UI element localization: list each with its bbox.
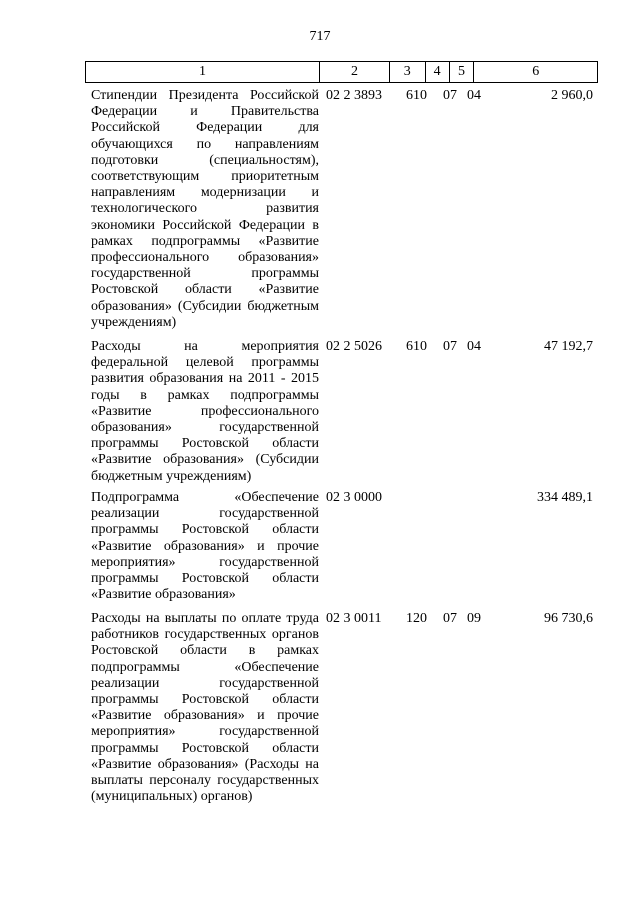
row-target-code: 02 2 5026 <box>326 339 382 354</box>
header-col-1: 1 <box>86 62 320 82</box>
row-description: Расходы на выплаты по оплате труда работников государственных органов Ростовской области в рамках подпрограммы «Обеспечение реализации государственной программы Ростовской области «Развитие образования» и прочие мероприятия» государственной программы Ростовской области «Развитие образования» (Расходы на выплаты персоналу государственных (муниципальных) органов) <box>91 611 319 805</box>
row-subsection: 09 <box>467 611 481 626</box>
row-expense-type: 610 <box>406 88 427 103</box>
row-section: 07 <box>443 88 457 103</box>
row-target-code: 02 3 0011 <box>326 611 382 626</box>
header-col-5: 5 <box>450 62 475 82</box>
row-description: Подпрограмма «Обеспечение реализации государственной программы Ростовской области «Развитие образования» и прочие мероприятия» государственной программы Ростовской области «Развитие образования» <box>91 490 319 603</box>
row-description: Расходы на мероприятия федеральной целевой программы развития образования на 2011 - 2015 годы в рамках подпрограммы «Развитие профессионального образования» государственной программы Ростовской области «Развитие образования» (Субсидии бюджетным учреждениям) <box>91 339 319 484</box>
row-amount: 2 960,0 <box>551 88 593 103</box>
row-section: 07 <box>443 611 457 626</box>
row-section: 07 <box>443 339 457 354</box>
row-subsection: 04 <box>467 88 481 103</box>
row-amount: 96 730,6 <box>544 611 593 626</box>
row-target-code: 02 2 3893 <box>326 88 382 103</box>
row-subsection: 04 <box>467 339 481 354</box>
row-expense-type: 610 <box>406 339 427 354</box>
row-expense-type: 120 <box>406 611 427 626</box>
header-col-3: 3 <box>390 62 426 82</box>
row-target-code: 02 3 0000 <box>326 490 382 505</box>
row-amount: 47 192,7 <box>544 339 593 354</box>
header-col-4: 4 <box>426 62 450 82</box>
row-amount: 334 489,1 <box>537 490 593 505</box>
page-number: 717 <box>309 29 331 44</box>
header-col-2: 2 <box>320 62 390 82</box>
header-col-6: 6 <box>532 64 540 79</box>
row-description: Стипендии Президента Российской Федерации и Правительства Российской Федерации для обучающихся по направлениям подготовки (специальностям), соответствующим приоритетным направлениям модернизации и технологического развития экономики Российской Федерации в рамках подпрограммы «Развитие профессионального образования» государственной программы Ростовской области «Развитие образования» (Субсидии бюджетным учреждениям) <box>91 88 319 330</box>
table-header-row <box>85 61 598 83</box>
